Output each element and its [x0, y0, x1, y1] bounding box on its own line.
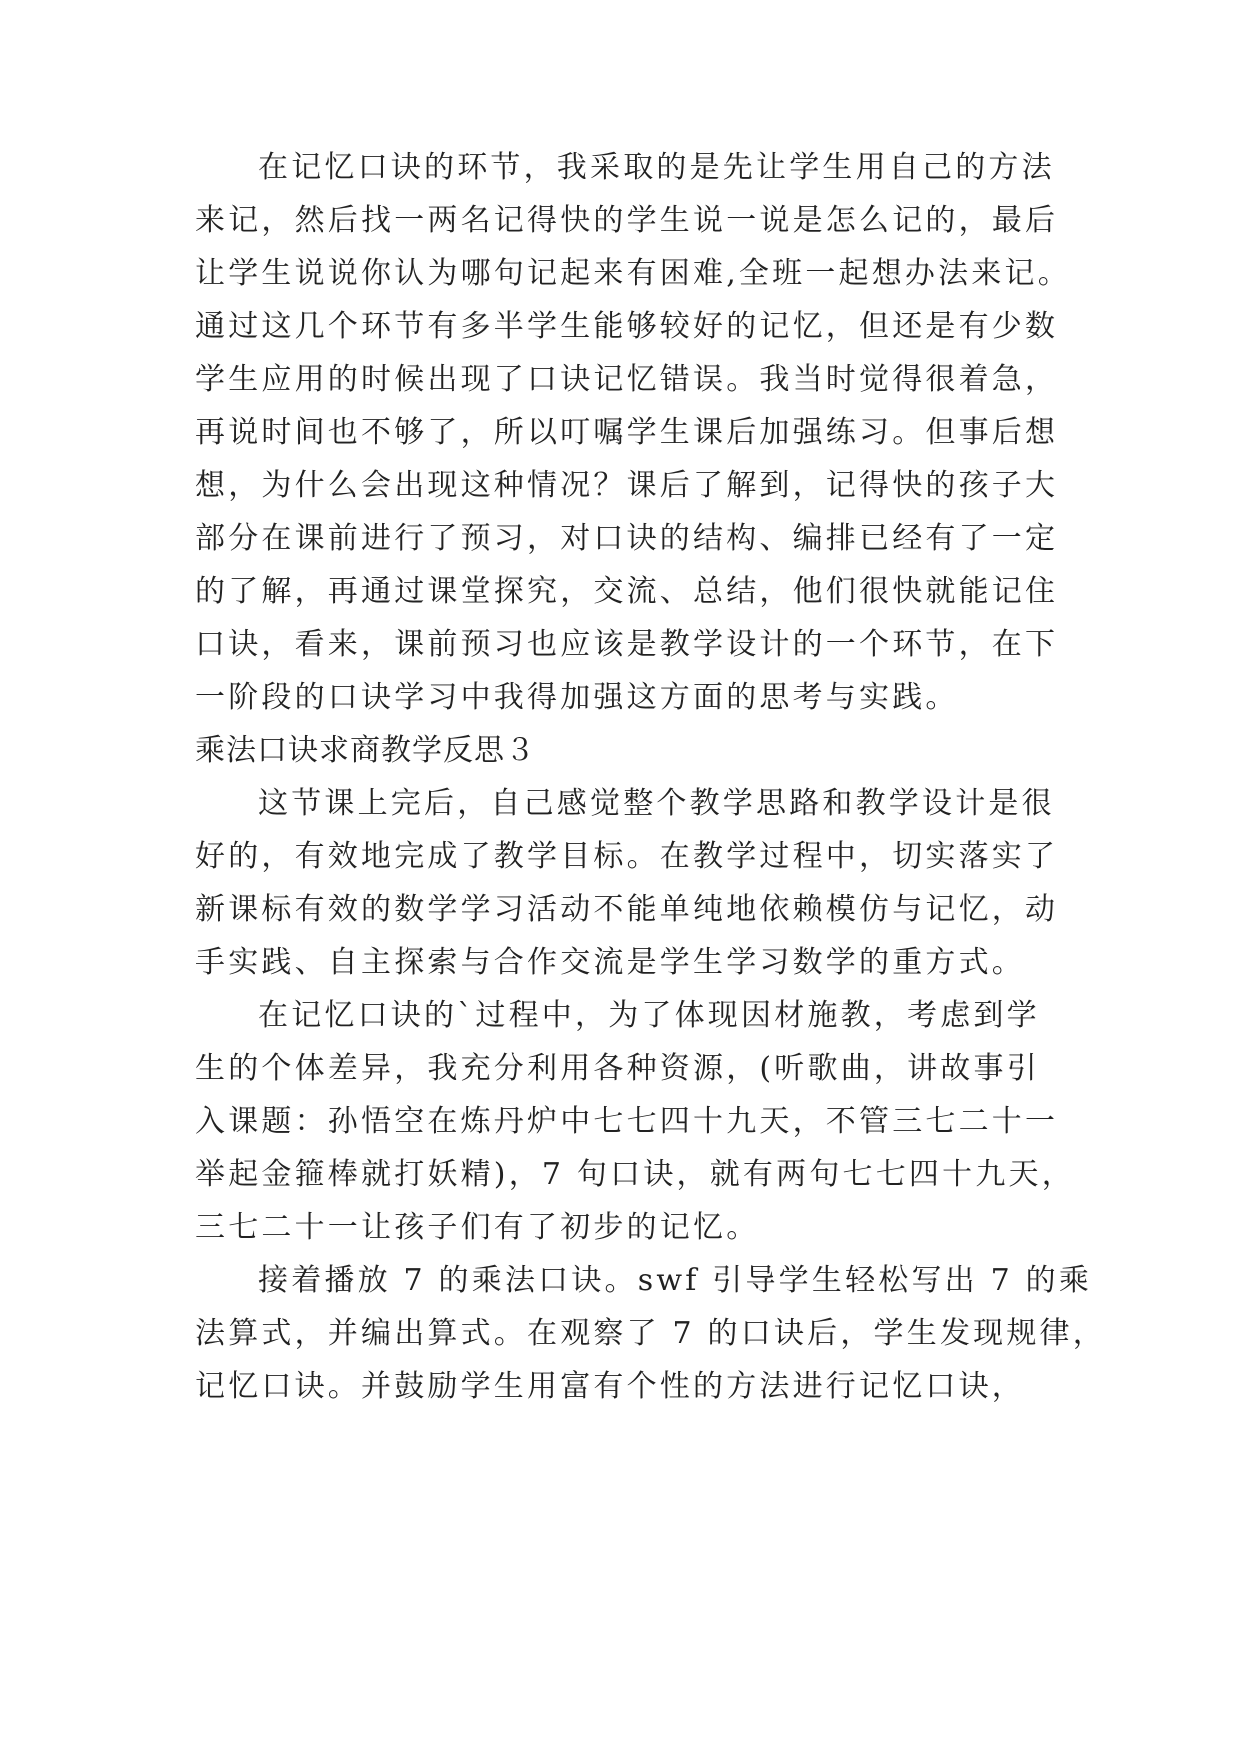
- paragraph-line: 三七二十一让孩子们有了初步的记忆。: [195, 1210, 760, 1245]
- paragraph-line: 通过这几个环节有多半学生能够较好的记忆，但还是有少数: [195, 309, 1059, 344]
- paragraph-line: 好的，有效地完成了教学目标。在教学过程中，切实落实了: [195, 839, 1059, 874]
- section-heading: 乘法口诀求商教学反思３: [195, 733, 536, 768]
- paragraph-line: 来记，然后找一两名记得快的学生说一说是怎么记的，最后: [195, 203, 1059, 238]
- paragraph-line: 法算式，并编出算式。在观察了 7 的口诀后，学生发现规律，: [195, 1316, 1106, 1351]
- paragraph-line: 新课标有效的数学学习活动不能单纯地依赖模仿与记忆，动: [195, 892, 1059, 927]
- paragraph-line: 的了解，再通过课堂探究，交流、总结，他们很快就能记住: [195, 574, 1059, 609]
- paragraph-line: 部分在课前进行了预习，对口诀的结构、编排已经有了一定: [195, 521, 1059, 556]
- paragraph-line: 在记忆口诀的`过程中，为了体现因材施教，考虑到学: [258, 998, 1040, 1033]
- paragraph-line: 记忆口诀。并鼓励学生用富有个性的方法进行记忆口诀，: [195, 1369, 1025, 1404]
- paragraph-line: 学生应用的时候出现了口诀记忆错误。我当时觉得很着急，: [195, 362, 1059, 397]
- paragraph-line: 让学生说说你认为哪句记起来有困难,全班一起想办法来记。: [195, 256, 1071, 291]
- paragraph-line: 想，为什么会出现这种情况？课后了解到，记得快的孩子大: [195, 468, 1059, 503]
- paragraph-line: 口诀，看来，课前预习也应该是教学设计的一个环节，在下: [195, 627, 1059, 662]
- paragraph-line: 这节课上完后，自己感觉整个教学思路和教学设计是很: [258, 786, 1055, 821]
- paragraph-line: 再说时间也不够了，所以叮嘱学生课后加强练习。但事后想: [195, 415, 1059, 450]
- paragraph-line: 举起金箍棒就打妖精)，7 句口诀，就有两句七七四十九天，: [195, 1157, 1075, 1192]
- paragraph-line: 生的个体差异，我充分利用各种资源，(听歌曲，讲故事引: [195, 1051, 1040, 1086]
- paragraph-line: 手实践、自主探索与合作交流是学生学习数学的重方式。: [195, 945, 1025, 980]
- paragraph-line: 入课题：孙悟空在炼丹炉中七七四十九天，不管三七二十一: [195, 1104, 1059, 1139]
- paragraph-line: 在记忆口诀的环节，我采取的是先让学生用自己的方法: [258, 150, 1055, 185]
- paragraph-line: 一阶段的口诀学习中我得加强这方面的思考与实践。: [195, 680, 959, 715]
- paragraph-line: 接着播放 7 的乘法口诀。swf 引导学生轻松写出 7 的乘: [258, 1263, 1093, 1298]
